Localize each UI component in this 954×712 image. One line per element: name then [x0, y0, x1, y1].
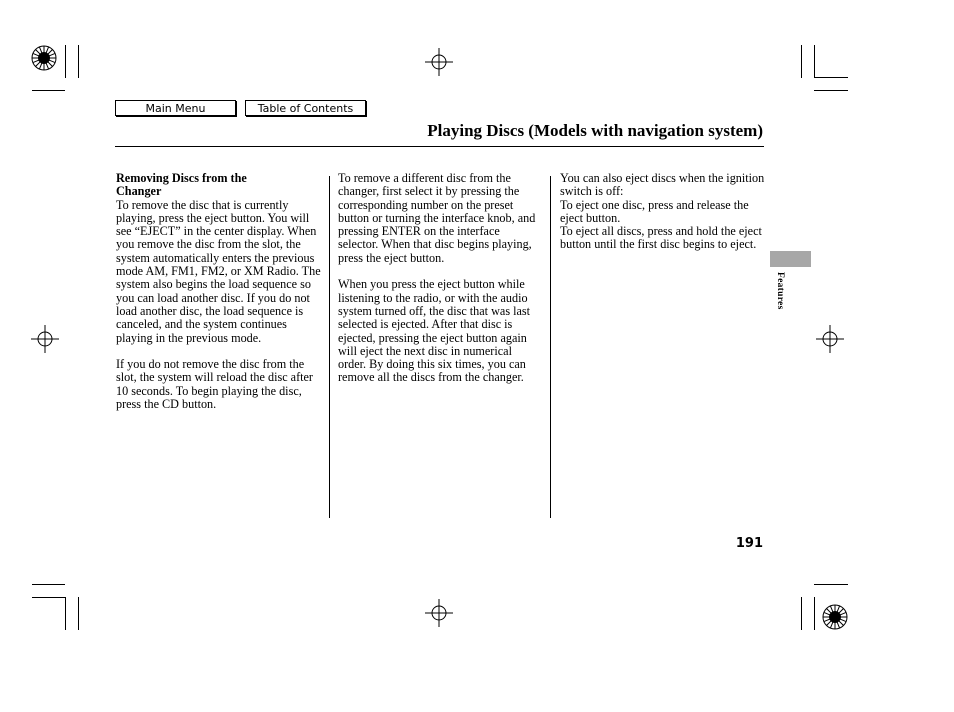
section-heading-line-1: Removing Discs from the [116, 171, 247, 185]
section-heading [116, 172, 326, 199]
paragraph: To eject all discs, press and hold the eject button until the first disc begins to eject. [560, 224, 762, 252]
section-heading-line-2: Changer [116, 184, 162, 199]
column-separator [550, 176, 551, 518]
registration-target-icon [425, 599, 453, 627]
section-tab-label: Features [775, 272, 785, 310]
column-separator [329, 176, 330, 518]
starburst-registration-icon [822, 604, 848, 630]
paragraph: If you do not remove the disc from the slot, the system will reload the disc after 10 seconds. To begin playing the disc, press the CD button. [116, 357, 313, 412]
main-menu-button[interactable]: Main Menu [115, 100, 236, 116]
registration-target-icon [31, 325, 59, 353]
text-column-3 [560, 172, 766, 252]
paragraph: To remove a different disc from the changer, first select it by pressing the corresponding number on the preset button or turning the interface knob, and pressing ENTER on the interface selector. When that disc begins playing, press the eject button. [338, 171, 536, 265]
registration-target-icon [816, 325, 844, 353]
paragraph: You can also eject discs when the ignition switch is off: [560, 171, 765, 199]
section-tab-marker [770, 251, 811, 267]
table-of-contents-button[interactable]: Table of Contents [245, 100, 366, 116]
title-rule [115, 146, 764, 147]
paragraph: To remove the disc that is currently playing, press the eject button. You will see “EJECT” in the center display. When you remove the disc from the slot, the system automatically enters the previous mode AM, FM1, FM2, or XM Radio. The system also begins the load sequence so you can load another disc. If you do not load another disc, the load sequence is canceled, and the system continues playing in the previous mode. [116, 197, 321, 345]
paragraph: When you press the eject button while listening to the radio, or with the audio system turned off, the disc that was last selected is ejected. After that disc is ejected, pressing the eject button again will eject the next disc in numerical order. By doing this six times, you can remove all the discs from the changer. [338, 277, 531, 385]
text-column-1 [116, 172, 326, 411]
registration-target-icon [425, 48, 453, 76]
page-title: Playing Discs (Models with navigation system) [427, 121, 763, 140]
paragraph: To eject one disc, press and release the eject button. [560, 197, 749, 225]
text-column-2 [338, 172, 543, 385]
page-number: 191 [735, 536, 763, 551]
starburst-registration-icon [31, 45, 57, 71]
